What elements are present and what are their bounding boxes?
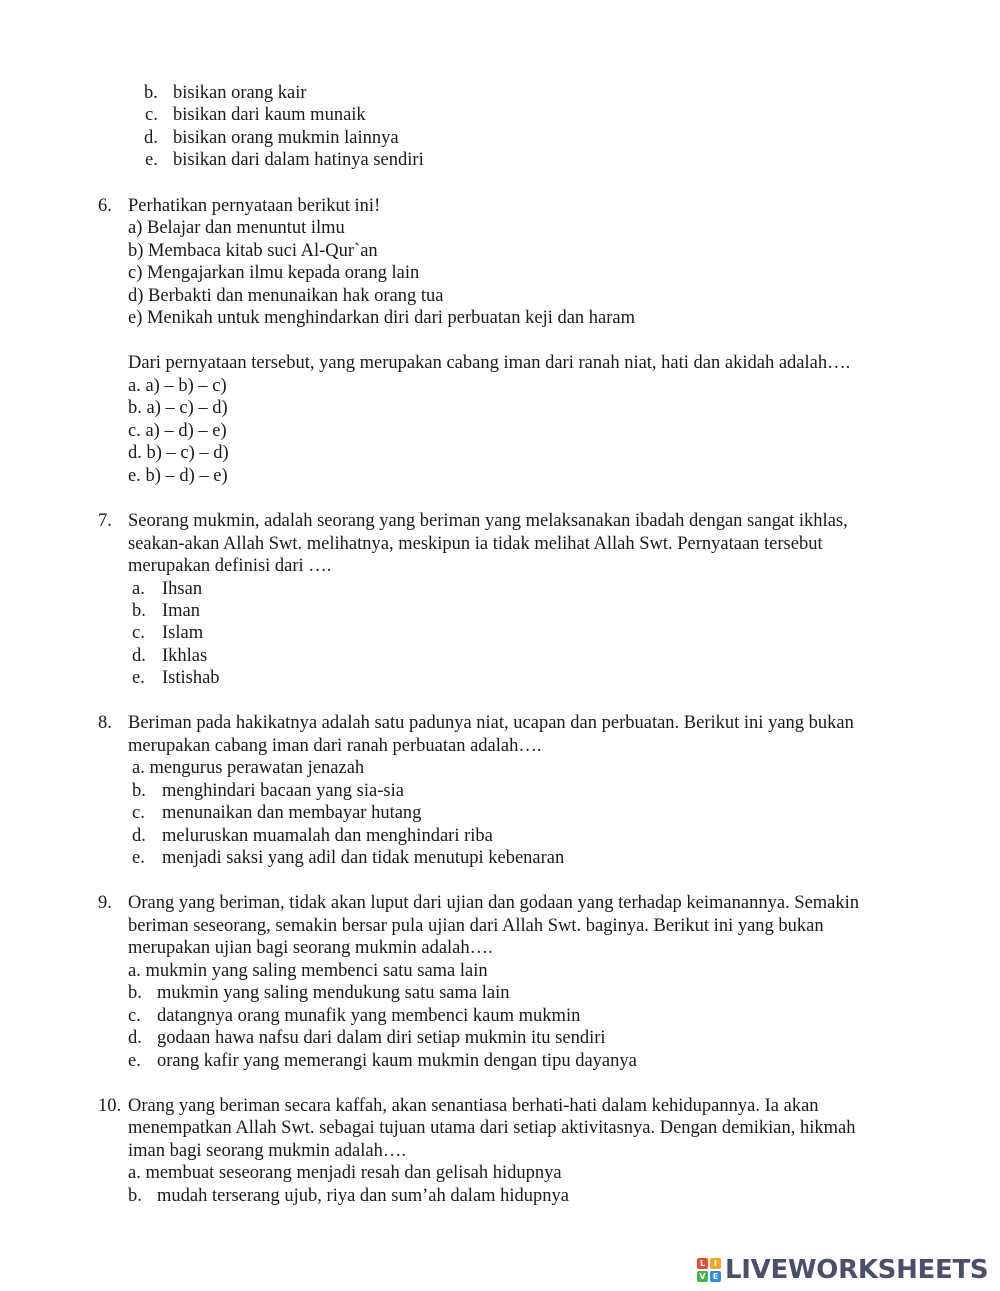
logo-mark-icon: [697, 1258, 721, 1282]
answer-option[interactable]: datangnya orang munafik yang membenci kaum mukmin: [157, 1006, 581, 1026]
answer-option[interactable]: Istishab: [162, 668, 220, 688]
option-label: c.: [132, 803, 145, 823]
question-number: 9.: [98, 893, 112, 913]
question-stem: beriman seseorang, semakin bersar pula ujian dari Allah Swt. baginya. Berikut ini yang bukan: [128, 916, 824, 936]
option-text: bisikan dari dalam hatinya sendiri: [173, 150, 424, 170]
answer-option[interactable]: orang kafir yang memerangi kaum mukmin dengan tipu dayanya: [157, 1051, 637, 1071]
question-stem: merupakan ujian bagi seorang mukmin adalah….: [128, 938, 493, 958]
question-stem: Beriman pada hakikatnya adalah satu padunya niat, ucapan dan perbuatan. Berikut ini yang bukan: [128, 713, 854, 733]
answer-option[interactable]: godaan hawa nafsu dari dalam diri setiap mukmin itu sendiri: [157, 1028, 606, 1048]
answer-option[interactable]: menghindari bacaan yang sia-sia: [162, 781, 404, 801]
logo-block: E: [710, 1271, 721, 1282]
answer-option[interactable]: Islam: [162, 623, 204, 643]
option-label: c.: [145, 105, 158, 125]
option-text: bisikan orang kair: [173, 83, 307, 103]
answer-option[interactable]: b. a) – c) – d): [128, 398, 228, 418]
question-stem: Seorang mukmin, adalah seorang yang beriman yang melaksanakan ibadah dengan sangat ikhlas,: [128, 511, 848, 531]
logo-block: L: [697, 1258, 708, 1269]
option-label: a.: [132, 579, 145, 599]
option-label: b.: [132, 601, 146, 621]
question-number: 6.: [98, 196, 112, 216]
option-label: c.: [132, 623, 145, 643]
logo-block: V: [697, 1271, 708, 1282]
option-label: d.: [132, 646, 146, 666]
option-label: e.: [132, 668, 145, 688]
answer-option[interactable]: a. mukmin yang saling membenci satu sama lain: [128, 961, 488, 981]
answer-option[interactable]: e. b) – d) – e): [128, 466, 228, 486]
option-label: b.: [128, 983, 142, 1003]
option-label: b.: [144, 83, 158, 103]
statement-item: b) Membaca kitab suci Al-Qur`an: [128, 241, 378, 261]
answer-option[interactable]: d. b) – c) – d): [128, 443, 229, 463]
answer-option[interactable]: Iman: [162, 601, 201, 621]
option-label: b.: [132, 781, 146, 801]
option-label: d.: [144, 128, 158, 148]
option-text: bisikan orang mukmin lainnya: [173, 128, 399, 148]
question-text: Dari pernyataan tersebut, yang merupakan cabang iman dari ranah niat, hati dan akidah adalah….: [128, 353, 851, 373]
answer-option[interactable]: Ihsan: [162, 579, 203, 599]
question-stem: Perhatikan pernyataan berikut ini!: [128, 196, 381, 216]
question-number: 10.: [98, 1096, 122, 1116]
option-label: c.: [128, 1006, 141, 1026]
logo-text: LIVEWORKSHEETS: [725, 1255, 989, 1285]
question-stem: iman bagi seorang mukmin adalah….: [128, 1141, 406, 1161]
answer-option[interactable]: mudah terserang ujub, riya dan sum’ah dalam hidupnya: [157, 1186, 570, 1206]
answer-option[interactable]: a. a) – b) – c): [128, 376, 227, 396]
logo-block: I: [710, 1258, 721, 1269]
question-stem: menempatkan Allah Swt. sebagai tujuan utama dari setiap aktivitasnya. Dengan demikian, hikmah: [128, 1118, 856, 1138]
answer-option[interactable]: meluruskan muamalah dan menghindari riba: [162, 826, 493, 846]
statement-item: d) Berbakti dan menunaikan hak orang tua: [128, 286, 444, 306]
statement-item: c) Mengajarkan ilmu kepada orang lain: [128, 263, 420, 283]
answer-option[interactable]: mukmin yang saling mendukung satu sama lain: [157, 983, 510, 1003]
question-number: 8.: [98, 713, 112, 733]
question-stem: Orang yang beriman, tidak akan luput dari ujian dan godaan yang terhadap keimanannya. Semakin: [128, 893, 860, 913]
option-label: b.: [128, 1186, 142, 1206]
statement-item: a) Belajar dan menuntut ilmu: [128, 218, 345, 238]
answer-option[interactable]: Ikhlas: [162, 646, 208, 666]
question-stem: merupakan definisi dari ….: [128, 556, 332, 576]
answer-option[interactable]: menjadi saksi yang adil dan tidak menutupi kebenaran: [162, 848, 565, 868]
option-label: e.: [145, 150, 158, 170]
liveworksheets-logo[interactable]: [697, 1255, 988, 1285]
option-label: d.: [132, 826, 146, 846]
answer-option[interactable]: a. membuat seseorang menjadi resah dan gelisah hidupnya: [128, 1163, 562, 1183]
option-label: e.: [132, 848, 145, 868]
answer-option[interactable]: c. a) – d) – e): [128, 421, 227, 441]
statement-item: e) Menikah untuk menghindarkan diri dari perbuatan keji dan haram: [128, 308, 636, 328]
answer-option[interactable]: menunaikan dan membayar hutang: [162, 803, 422, 823]
question-stem: seakan-akan Allah Swt. melihatnya, meskipun ia tidak melihat Allah Swt. Pernyataan tersebut: [128, 534, 823, 554]
question-stem: Orang yang beriman secara kaffah, akan senantiasa berhati-hati dalam kehidupannya. Ia akan: [128, 1096, 819, 1116]
question-stem: merupakan cabang iman dari ranah perbuatan adalah….: [128, 736, 542, 756]
answer-option[interactable]: a. mengurus perawatan jenazah: [132, 758, 365, 778]
question-number: 7.: [98, 511, 112, 531]
option-label: d.: [128, 1028, 142, 1048]
option-label: e.: [128, 1051, 141, 1071]
option-text: bisikan dari kaum munaik: [173, 105, 366, 125]
